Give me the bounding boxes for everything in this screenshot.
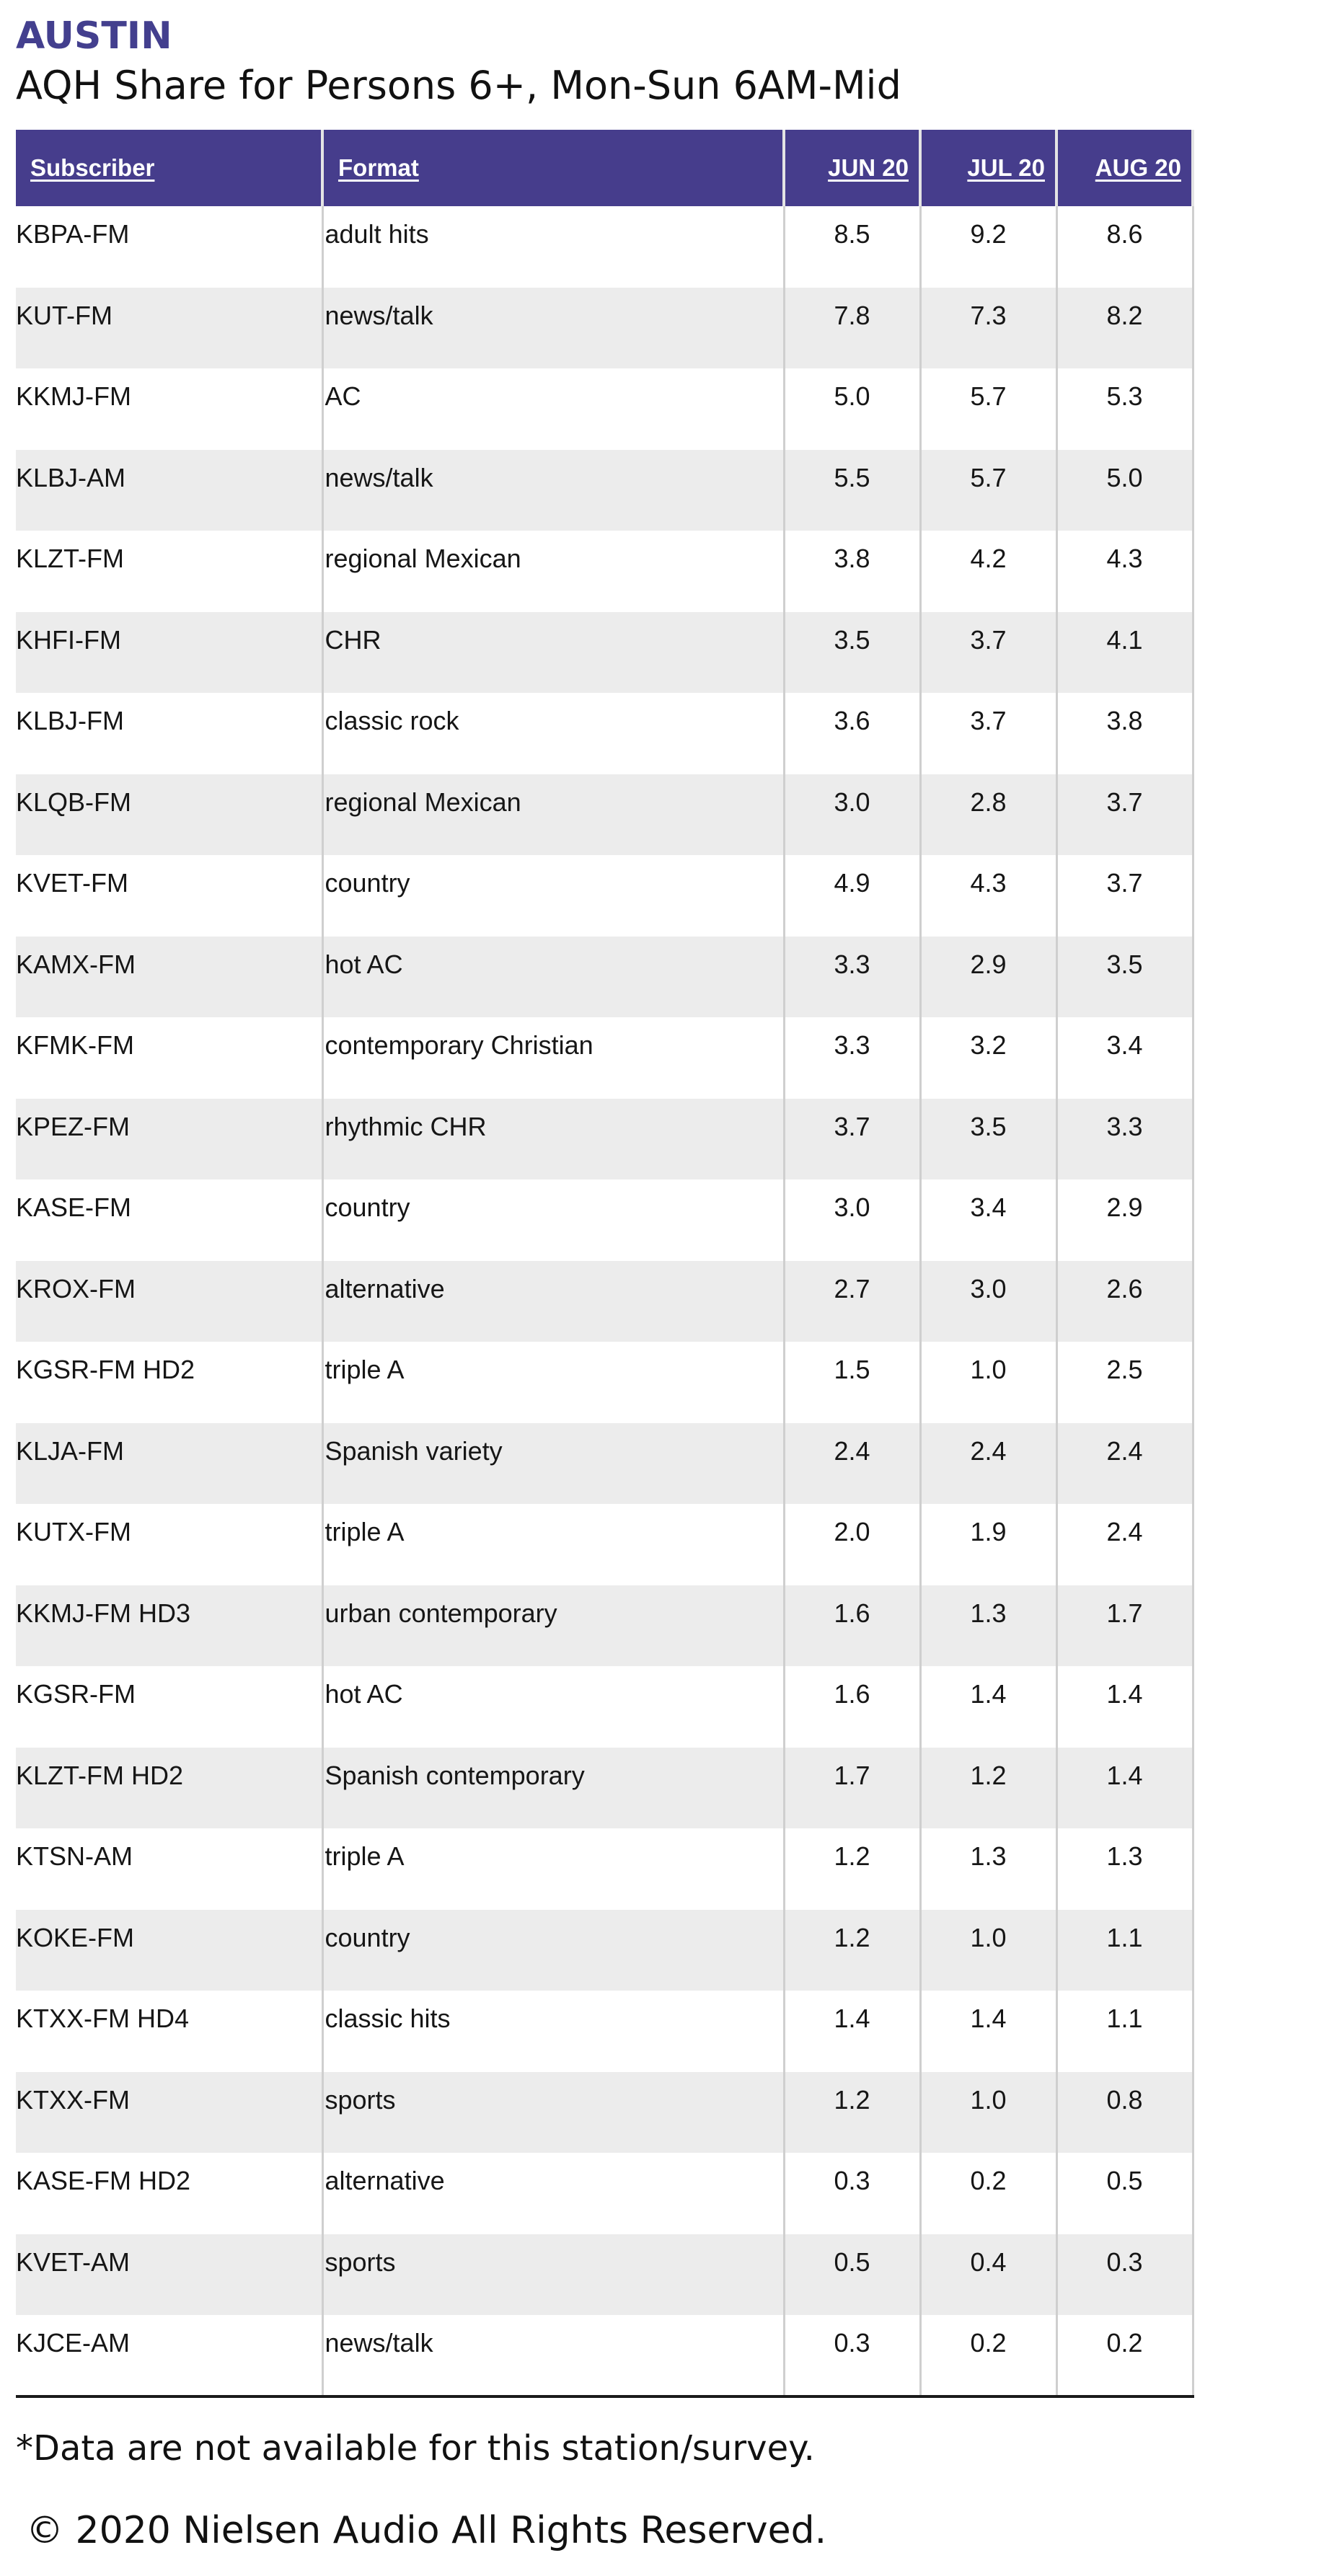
jul-20-cell: 4.2	[920, 531, 1056, 612]
aug-20-cell: 3.4	[1056, 1017, 1193, 1099]
jun-20-cell: 3.6	[784, 693, 920, 774]
format-cell: country	[322, 1910, 784, 1991]
aug-20-cell: 0.8	[1056, 2072, 1193, 2154]
aug-20-cell: 0.5	[1056, 2153, 1193, 2234]
jul-20-cell: 3.0	[920, 1261, 1056, 1342]
format-cell: urban contemporary	[322, 1585, 784, 1667]
table-row	[16, 612, 1193, 694]
report-subtitle: AQH Share for Persons 6+, Mon-Sun 6AM-Mid	[16, 63, 901, 108]
column-header-jun-20[interactable]: JUN 20	[784, 130, 920, 206]
jul-20-cell: 2.4	[920, 1423, 1056, 1505]
jun-20-cell: 1.5	[784, 1342, 920, 1423]
aug-20-cell: 1.7	[1056, 1585, 1193, 1667]
jun-20-cell: 1.7	[784, 1748, 920, 1829]
subscriber-cell: KLJA-FM	[16, 1423, 322, 1505]
jul-20-cell: 1.9	[920, 1504, 1056, 1585]
column-header-jul-20[interactable]: JUL 20	[920, 130, 1056, 206]
column-header-format[interactable]: Format	[322, 130, 784, 206]
aug-20-cell: 2.9	[1056, 1179, 1193, 1261]
jun-20-cell: 1.2	[784, 2072, 920, 2154]
market-title: AUSTIN	[16, 14, 172, 58]
jun-20-cell: 3.3	[784, 1017, 920, 1099]
format-cell: triple A	[322, 1828, 784, 1910]
subscriber-cell: KLQB-FM	[16, 774, 322, 856]
jul-20-cell: 0.4	[920, 2234, 1056, 2316]
subscriber-cell: KOKE-FM	[16, 1910, 322, 1991]
jun-20-cell: 8.5	[784, 206, 920, 288]
subscriber-cell: KPEZ-FM	[16, 1099, 322, 1180]
format-cell: CHR	[322, 612, 784, 694]
subscriber-cell: KKMJ-FM HD3	[16, 1585, 322, 1667]
table-row	[16, 774, 1193, 856]
jun-20-cell: 1.2	[784, 1910, 920, 1991]
subscriber-cell: KROX-FM	[16, 1261, 322, 1342]
jun-20-cell: 4.9	[784, 855, 920, 937]
jun-20-cell: 1.6	[784, 1585, 920, 1667]
aug-20-cell: 2.4	[1056, 1423, 1193, 1505]
aug-20-cell: 4.1	[1056, 612, 1193, 694]
subscriber-cell: KLBJ-AM	[16, 450, 322, 531]
jun-20-cell: 0.5	[784, 2234, 920, 2316]
format-cell: triple A	[322, 1342, 784, 1423]
format-cell: country	[322, 855, 784, 937]
jun-20-cell: 3.8	[784, 531, 920, 612]
jun-20-cell: 5.0	[784, 368, 920, 450]
subscriber-cell: KASE-FM	[16, 1179, 322, 1261]
format-cell: sports	[322, 2072, 784, 2154]
subscriber-cell: KVET-FM	[16, 855, 322, 937]
jul-20-cell: 5.7	[920, 450, 1056, 531]
aug-20-cell: 5.0	[1056, 450, 1193, 531]
jun-20-cell: 2.7	[784, 1261, 920, 1342]
jul-20-cell: 3.2	[920, 1017, 1056, 1099]
jun-20-cell: 1.2	[784, 1828, 920, 1910]
jun-20-cell: 2.4	[784, 1423, 920, 1505]
table-row	[16, 450, 1193, 531]
aug-20-cell: 3.8	[1056, 693, 1193, 774]
aug-20-cell: 2.5	[1056, 1342, 1193, 1423]
aug-20-cell: 3.5	[1056, 937, 1193, 1018]
format-cell: Spanish contemporary	[322, 1748, 784, 1829]
table-row	[16, 1017, 1193, 1099]
subscriber-cell: KTXX-FM HD4	[16, 1991, 322, 2072]
jul-20-cell: 1.3	[920, 1828, 1056, 1910]
jul-20-cell: 2.9	[920, 937, 1056, 1018]
table-row	[16, 531, 1193, 612]
jul-20-cell: 4.3	[920, 855, 1056, 937]
table-row	[16, 1342, 1193, 1423]
table-row	[16, 1504, 1193, 1585]
subscriber-cell: KHFI-FM	[16, 612, 322, 694]
jul-20-cell: 9.2	[920, 206, 1056, 288]
format-cell: AC	[322, 368, 784, 450]
format-cell: triple A	[322, 1504, 784, 1585]
format-cell: contemporary Christian	[322, 1017, 784, 1099]
format-cell: regional Mexican	[322, 774, 784, 856]
jun-20-cell: 3.3	[784, 937, 920, 1018]
footnote: *Data are not available for this station/survey.	[16, 2428, 815, 2469]
subscriber-cell: KLBJ-FM	[16, 693, 322, 774]
table-row	[16, 1099, 1193, 1180]
jun-20-cell: 2.0	[784, 1504, 920, 1585]
jun-20-cell: 3.0	[784, 774, 920, 856]
table-row	[16, 1828, 1193, 1910]
format-cell: news/talk	[322, 450, 784, 531]
subscriber-cell: KVET-AM	[16, 2234, 322, 2316]
jun-20-cell: 1.6	[784, 1666, 920, 1748]
jun-20-cell: 0.3	[784, 2153, 920, 2234]
table-row	[16, 1991, 1193, 2072]
format-cell: rhythmic CHR	[322, 1099, 784, 1180]
subscriber-cell: KLZT-FM HD2	[16, 1748, 322, 1829]
format-cell: Spanish variety	[322, 1423, 784, 1505]
jul-20-cell: 7.3	[920, 288, 1056, 369]
jun-20-cell: 3.7	[784, 1099, 920, 1180]
jul-20-cell: 1.0	[920, 2072, 1056, 2154]
subscriber-cell: KUT-FM	[16, 288, 322, 369]
aug-20-cell: 3.7	[1056, 774, 1193, 856]
aug-20-cell: 3.7	[1056, 855, 1193, 937]
table-row	[16, 1666, 1193, 1748]
aug-20-cell: 1.1	[1056, 1910, 1193, 1991]
subscriber-cell: KJCE-AM	[16, 2315, 322, 2396]
table-row	[16, 1748, 1193, 1829]
format-cell: classic hits	[322, 1991, 784, 2072]
ratings-table	[16, 130, 1194, 2398]
aug-20-cell: 0.3	[1056, 2234, 1193, 2316]
jun-20-cell: 0.3	[784, 2315, 920, 2396]
jul-20-cell: 0.2	[920, 2153, 1056, 2234]
aug-20-cell: 1.4	[1056, 1748, 1193, 1829]
subscriber-cell: KAMX-FM	[16, 937, 322, 1018]
subscriber-cell: KBPA-FM	[16, 206, 322, 288]
format-cell: country	[322, 1179, 784, 1261]
table-row	[16, 2315, 1193, 2396]
table-row	[16, 2072, 1193, 2154]
aug-20-cell: 8.2	[1056, 288, 1193, 369]
format-cell: regional Mexican	[322, 531, 784, 612]
format-cell: classic rock	[322, 693, 784, 774]
table-row	[16, 206, 1193, 288]
jul-20-cell: 1.4	[920, 1666, 1056, 1748]
format-cell: alternative	[322, 2153, 784, 2234]
jun-20-cell: 3.0	[784, 1179, 920, 1261]
subscriber-cell: KUTX-FM	[16, 1504, 322, 1585]
aug-20-cell: 0.2	[1056, 2315, 1193, 2396]
jul-20-cell: 1.3	[920, 1585, 1056, 1667]
format-cell: hot AC	[322, 1666, 784, 1748]
jun-20-cell: 1.4	[784, 1991, 920, 2072]
subscriber-cell: KFMK-FM	[16, 1017, 322, 1099]
aug-20-cell: 5.3	[1056, 368, 1193, 450]
jul-20-cell: 0.2	[920, 2315, 1056, 2396]
jul-20-cell: 1.0	[920, 1342, 1056, 1423]
table-row	[16, 1179, 1193, 1261]
table-body	[16, 206, 1193, 2396]
jul-20-cell: 3.7	[920, 693, 1056, 774]
aug-20-cell: 8.6	[1056, 206, 1193, 288]
jul-20-cell: 3.4	[920, 1179, 1056, 1261]
jul-20-cell: 3.7	[920, 612, 1056, 694]
format-cell: adult hits	[322, 206, 784, 288]
table-row	[16, 2153, 1193, 2234]
subscriber-cell: KTSN-AM	[16, 1828, 322, 1910]
format-cell: news/talk	[322, 2315, 784, 2396]
subscriber-cell: KGSR-FM	[16, 1666, 322, 1748]
aug-20-cell: 3.3	[1056, 1099, 1193, 1180]
aug-20-cell: 2.4	[1056, 1504, 1193, 1585]
aug-20-cell: 1.3	[1056, 1828, 1193, 1910]
subscriber-cell: KGSR-FM HD2	[16, 1342, 322, 1423]
jun-20-cell: 7.8	[784, 288, 920, 369]
jul-20-cell: 3.5	[920, 1099, 1056, 1180]
format-cell: news/talk	[322, 288, 784, 369]
jul-20-cell: 2.8	[920, 774, 1056, 856]
column-header-aug-20[interactable]: AUG 20	[1056, 130, 1193, 206]
table-row	[16, 1261, 1193, 1342]
format-cell: hot AC	[322, 937, 784, 1018]
jul-20-cell: 1.0	[920, 1910, 1056, 1991]
aug-20-cell: 1.1	[1056, 1991, 1193, 2072]
aug-20-cell: 2.6	[1056, 1261, 1193, 1342]
subscriber-cell: KLZT-FM	[16, 531, 322, 612]
table-row	[16, 855, 1193, 937]
table-row	[16, 368, 1193, 450]
table-row	[16, 288, 1193, 369]
table-row	[16, 1910, 1193, 1991]
subscriber-cell: KKMJ-FM	[16, 368, 322, 450]
table-row	[16, 2234, 1193, 2316]
table-row	[16, 1423, 1193, 1505]
table-row	[16, 693, 1193, 774]
jul-20-cell: 1.2	[920, 1748, 1056, 1829]
jul-20-cell: 5.7	[920, 368, 1056, 450]
table-row	[16, 937, 1193, 1018]
table-header	[16, 130, 1193, 206]
format-cell: alternative	[322, 1261, 784, 1342]
jul-20-cell: 1.4	[920, 1991, 1056, 2072]
jun-20-cell: 3.5	[784, 612, 920, 694]
aug-20-cell: 4.3	[1056, 531, 1193, 612]
aug-20-cell: 1.4	[1056, 1666, 1193, 1748]
header-row	[16, 130, 1193, 206]
jun-20-cell: 5.5	[784, 450, 920, 531]
format-cell: sports	[322, 2234, 784, 2316]
subscriber-cell: KTXX-FM	[16, 2072, 322, 2154]
table-row	[16, 1585, 1193, 1667]
copyright-notice: © 2020 Nielsen Audio All Rights Reserved.	[26, 2509, 827, 2552]
subscriber-cell: KASE-FM HD2	[16, 2153, 322, 2234]
column-header-subscriber[interactable]: Subscriber	[16, 130, 322, 206]
